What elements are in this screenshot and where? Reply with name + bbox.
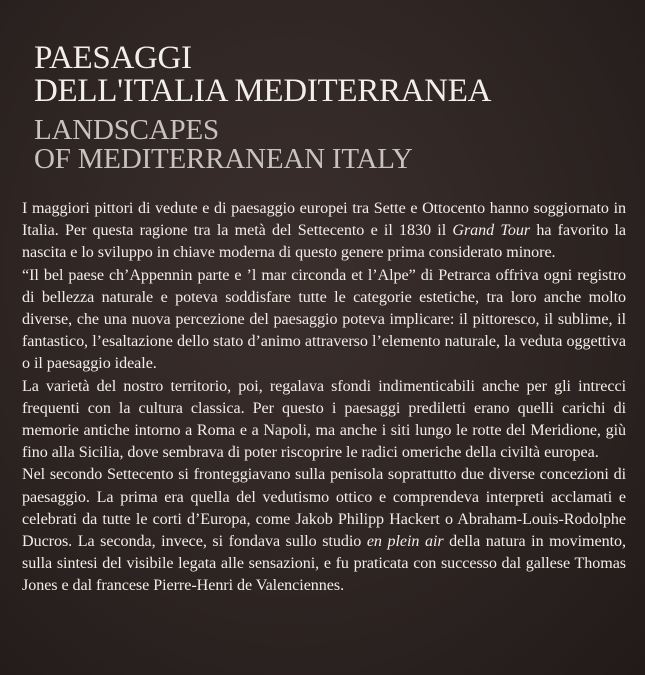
paragraph-petrarca: “Il bel paese ch’Appennin parte e ’l mar circonda et l’Alpe” di Petrarca offriva ogni registro di bellezza naturale e poteva soddisfare tutte le categorie estetiche, tra loro anche molto diverse, che una nuova percezione del paesaggio poteva implicare: il pittoresco, il sublime, il fantastico, l’esaltazione dello stato d’animo attraverso l’elemento naturale, la veduta oggettiva o il paesaggio ideale. [22, 266, 626, 373]
italian-title-line-2: DELL'ITALIA MEDITERRANEA [34, 73, 492, 109]
paragraph-text: ha favorito la nascita e lo sviluppo in chiave moderna di questo genere prima considerato minore. [22, 222, 626, 262]
body-text [22, 198, 626, 598]
paragraph-text: I maggiori pittori di vedute e di paesaggio europei tra Sette e Ottocento hanno soggiornato in Italia. Per questa ragione tra la metà del Settecento e il 1830 il [22, 200, 626, 240]
paragraph-settecento [22, 464, 626, 597]
english-title-line-1: LANDSCAPES [34, 114, 219, 146]
title-block [34, 42, 491, 174]
english-title [34, 116, 491, 174]
paragraph-grand-tour [22, 198, 626, 265]
paragraph-territorio: La varietà del nostro territorio, poi, regalava sfondi indimenticabili anche per gli intrecci frequenti con la cultura classica. Per questo i paesaggi prediletti erano quelli carichi di memorie antiche intorno a Roma e a Napoli, ma anche i siti lungo le rotte del Meridione, giù fino alla Sicilia, dove sembrava di poter riscoprire le radici omeriche della civiltà europea. [22, 377, 626, 462]
paragraph-text: Nel secondo Settecento si fronteggiavano sulla penisola soprattutto due diverse concezioni di paesaggio. La prima era quella del vedutismo ottico e comprendeva interpreti acclamati e celebrati da tutte le corti d’Europa, come Jakob Philipp Hackert o Abraham-Louis-Rodolphe Ducros. La seconda, invece, si fondava sullo studio [22, 466, 626, 551]
italic-term: Grand Tour [452, 222, 531, 240]
english-title-line-2: OF MEDITERRANEAN ITALY [34, 143, 413, 175]
paragraph-text: della natura in movimento, sulla sintesi del visibile legata alle sensazioni, e fu praticata con successo dal gallese Thomas Jones e dal francese Pierre-Henri de Valenciennes. [22, 533, 626, 595]
italian-title [34, 42, 491, 108]
italic-term: en plein air [366, 533, 444, 551]
italian-title-line-1: PAESAGGI [34, 40, 192, 76]
